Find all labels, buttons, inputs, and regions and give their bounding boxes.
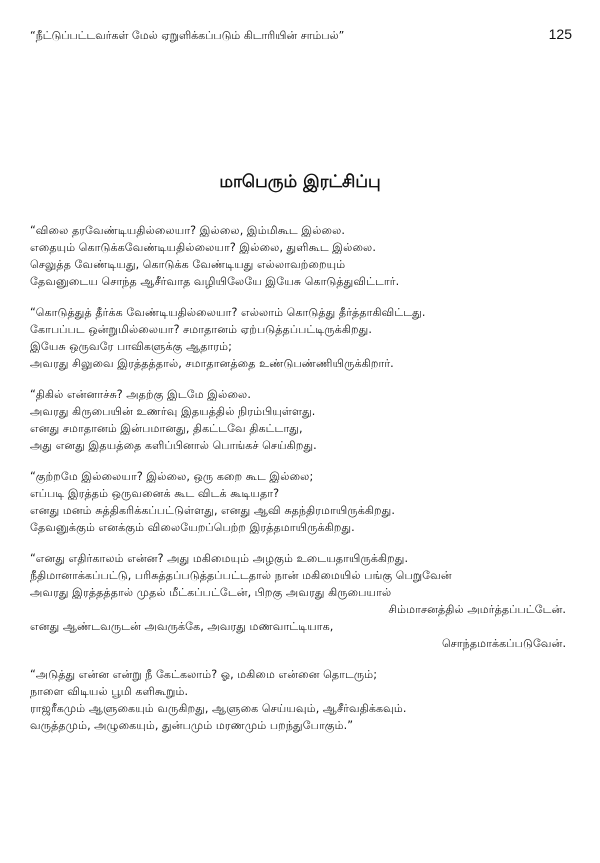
poem-line: தேவனுக்கும் எனக்கும் விலையேறப்பெற்ற இரத்தமாயிருக்கிறது. (30, 521, 355, 534)
poem-line: வருத்தமும், அழுகையும், துன்பமும் மரணமும் பறந்துபோகும்.” (30, 719, 354, 732)
poem-line: “அடுத்து என்ன என்று நீ கேட்கலாம்? ஓ, மகிமை என்னை தொடரும்; (30, 668, 378, 681)
poem-line: செலுத்த வேண்டியது, கொடுக்க வேண்டியது எல்லாவற்றையும் (30, 258, 346, 271)
stanza (30, 222, 590, 290)
poem-line: அவரது கிருபையின் உணர்வு இதயத்தில் நிரம்பியுள்ளது. (30, 405, 316, 418)
poem-line: அவரது இரத்தத்தால் முதல் மீட்கப்பட்டேன், பிறகு அவரது கிருபையால் (30, 586, 392, 599)
running-title: “நீட்டுப்பட்டவர்கள் மேல் ஏறுளிக்கப்படும் கிடாரியின் சாம்பல்” (30, 29, 345, 42)
poem-line: “விலை தரவேண்டியதில்லையா? இல்லை, இம்மிகூட இல்லை. (30, 224, 345, 237)
poem-line: “எனது எதிர்காலம் என்ன? அது மகிமையும் அழகும் உடையதாயிருக்கிறது. (30, 552, 409, 565)
stanza (30, 468, 590, 536)
poem-line: நாளை விடியல் பூமி களிகூறும். (30, 685, 189, 698)
poem-line: எனது ஆண்டவருடன் அவருக்கே, அவரது மணவாட்டியாக, (30, 620, 334, 633)
stanza (30, 550, 590, 652)
poem-line: எனது மனம் சுத்திகரிக்கப்பட்டுள்ளது, எனது ஆவி சுதந்திரமாயிருக்கிறது. (30, 504, 395, 517)
poem-line: அது எனது இதயத்தை களிப்பினால் பொங்கச் செய்கிறது. (30, 439, 317, 452)
poem-line: ராஜரீகமும் ஆளுகையும் வருகிறது, ஆளுகை செய்யவும், ஆசீர்வதிக்கவும். (30, 702, 407, 715)
poem-line: இயேசு ஒருவரே பாவிகளுக்கு ஆதாரம்; (30, 340, 232, 353)
page-number: 125 (548, 26, 572, 42)
poem-body (30, 222, 590, 748)
running-header (30, 26, 572, 44)
poem-title: மாபெரும் இரட்சிப்பு (219, 172, 381, 192)
poem-line: சொந்தமாக்கப்படுவேன். (441, 637, 566, 650)
poem-line: “குற்றமே இல்லையா? இல்லை, ஒரு கறை கூட இல்லை; (30, 470, 314, 483)
poem-line: எப்படி இரத்தம் ஒருவனைக் கூட விடக் கூடியதா? (30, 487, 280, 500)
poem-line: “திகில் என்னாச்சு? அதற்கு இடமே இல்லை. (30, 388, 251, 401)
poem-line: நீதிமானாக்கப்பட்டு, பரிசுத்தப்படுத்தப்பட்டதால் நான் மகிமையில் பங்கு பெறுவேன் (30, 569, 452, 582)
stanza (30, 304, 590, 372)
poem-line: எனது சமாதானம் இன்பமானது, திகட்டவே திகட்டாது, (30, 422, 303, 435)
poem-line: சிம்மாசனத்தில் அமர்த்தப்பட்டேன். (388, 603, 566, 616)
poem-line: அவரது சிலுவை இரத்தத்தால், சமாதானத்தை உண்டுபண்ணியிருக்கிறார். (30, 357, 394, 370)
stanza (30, 666, 590, 734)
stanza (30, 386, 590, 454)
poem-line: “கொடுத்துத் தீர்க்க வேண்டியதில்லையா? எல்லாம் கொடுத்து தீர்த்தாகிவிட்டது. (30, 306, 426, 319)
poem-line: தேவனுடைய சொந்த ஆசீர்வாத வழியிலேயே இயேசு கொடுத்துவிட்டார். (30, 275, 400, 288)
poem-line: கோபப்பட ஒன்றுமில்லையா? சமாதானம் ஏற்படுத்தப்பட்டிருக்கிறது. (30, 323, 372, 336)
poem-line: எதையும் கொடுக்கவேண்டியதில்லையா? இல்லை, துளிகூட இல்லை. (30, 241, 376, 254)
